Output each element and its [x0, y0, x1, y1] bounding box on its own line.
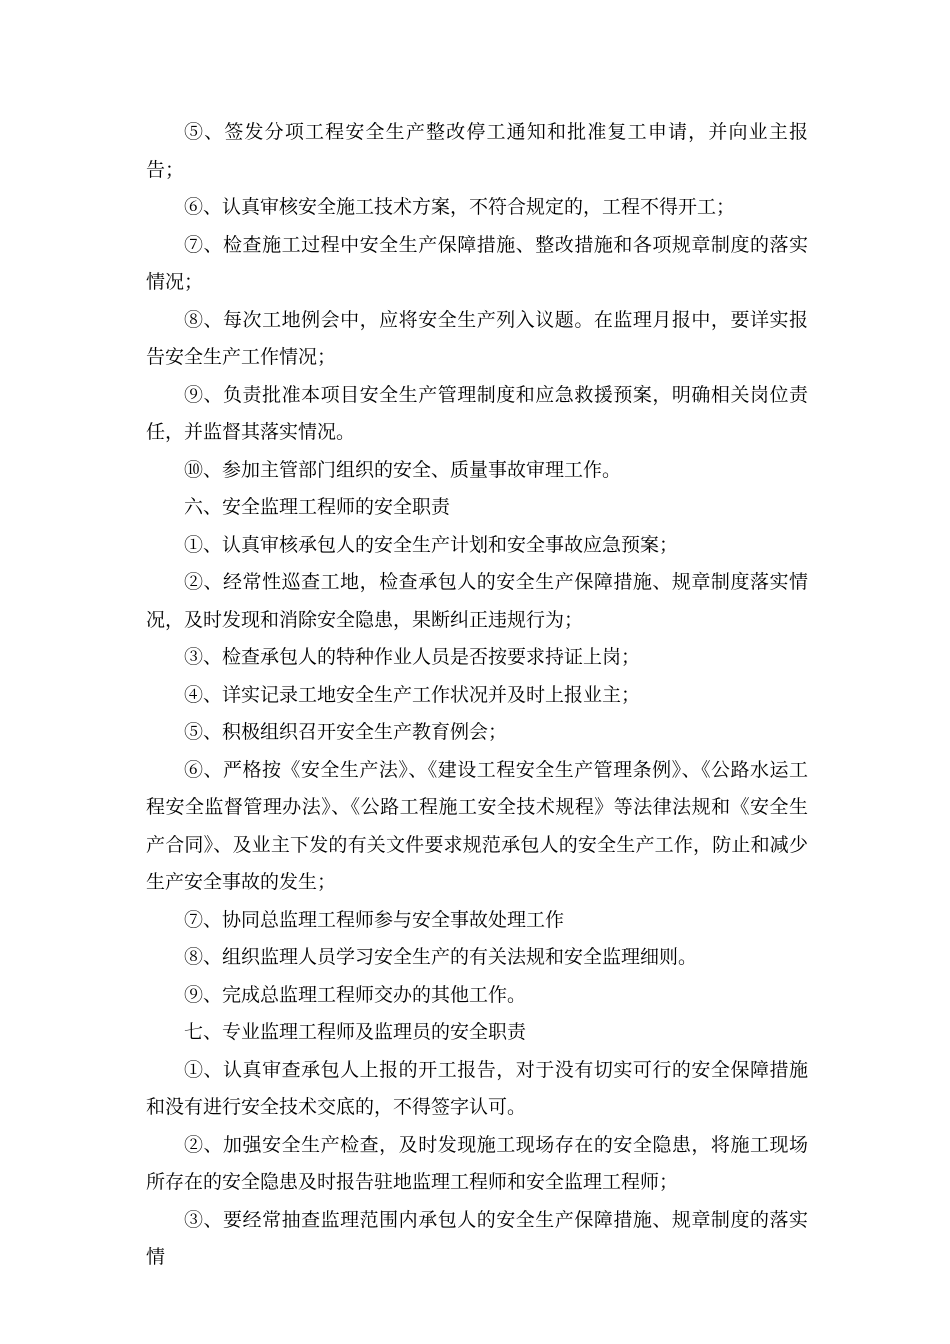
- paragraph-duty-7-inspect-measures: ⑦、检查施工过程中安全生产保障措施、整改措施和各项规章制度的落实情况；: [146, 233, 808, 293]
- paragraph-safety-duty-4: ④、详实记录工地安全生产工作状况并及时上报业主；: [184, 683, 641, 706]
- paragraph-duty-6-review-plan: ⑥、认真审核安全施工技术方案，不符合规定的，工程不得开工；: [184, 196, 736, 218]
- section-heading-six: 六、安全监理工程师的安全职责: [184, 496, 451, 518]
- paragraph-safety-duty-1: ①、认真审核承包人的安全生产计划和安全事故应急预案；: [184, 533, 679, 556]
- paragraph-duty-9-approve-system: ⑨、负责批准本项目安全生产管理制度和应急救援预案，明确相关岗位责任，并监督其落实情况。: [146, 383, 808, 443]
- paragraph-safety-duty-8: ⑧、组织监理人员学习安全生产的有关法规和安全监理细则。: [184, 946, 698, 968]
- paragraph-safety-duty-5: ⑤、积极组织召开安全生产教育例会；: [184, 721, 508, 743]
- paragraph-safety-duty-2: ②、经常性巡查工地，检查承包人的安全生产保障措施、规章制度落实情况，及时发现和消除安全隐患，果断纠正违规行为；: [146, 571, 808, 631]
- paragraph-duty-5-stop-work-notice: ⑤、签发分项工程安全生产整改停工通知和批准复工申请，并向业主报告；: [146, 121, 808, 181]
- paragraph-specialist-duty-2: ②、加强安全生产检查，及时发现施工现场存在的安全隐患，将施工现场所存在的安全隐患及时报告驻地监理工程师和安全监理工程师；: [146, 1133, 808, 1193]
- paragraph-safety-duty-7: ⑦、协同总监理工程师参与安全事故处理工作: [184, 908, 565, 931]
- paragraph-specialist-duty-1: ①、认真审查承包人上报的开工报告，对于没有切实可行的安全保障措施和没有进行安全技术交底的，不得签字认可。: [146, 1058, 808, 1118]
- section-heading-seven: 七、专业监理工程师及监理员的安全职责: [184, 1021, 527, 1043]
- paragraph-specialist-duty-3: ③、要经常抽查监理范围内承包人的安全生产保障措施、规章制度的落实情: [146, 1208, 808, 1268]
- paragraph-duty-10-accident-review: ⑩、参加主管部门组织的安全、质量事故审理工作。: [184, 458, 622, 481]
- paragraph-safety-duty-6: ⑥、严格按《安全生产法》、《建设工程安全生产管理条例》、《公路水运工程安全监督管理办法》、《公路工程施工安全技术规程》等法律法规和《安全生产合同》、及业主下发的有关文件要求规范承包人的安全生产工作，防止和减少生产安全事故的发生；: [146, 758, 808, 893]
- document-body: [146, 114, 808, 1277]
- paragraph-safety-duty-9: ⑨、完成总监理工程师交办的其他工作。: [184, 983, 527, 1006]
- paragraph-safety-duty-3: ③、检查承包人的特种作业人员是否按要求持证上岗；: [184, 646, 641, 668]
- paragraph-duty-8-site-meeting: ⑧、每次工地例会中，应将安全生产列入议题。在监理月报中，要详实报告安全生产工作情况；: [146, 308, 808, 368]
